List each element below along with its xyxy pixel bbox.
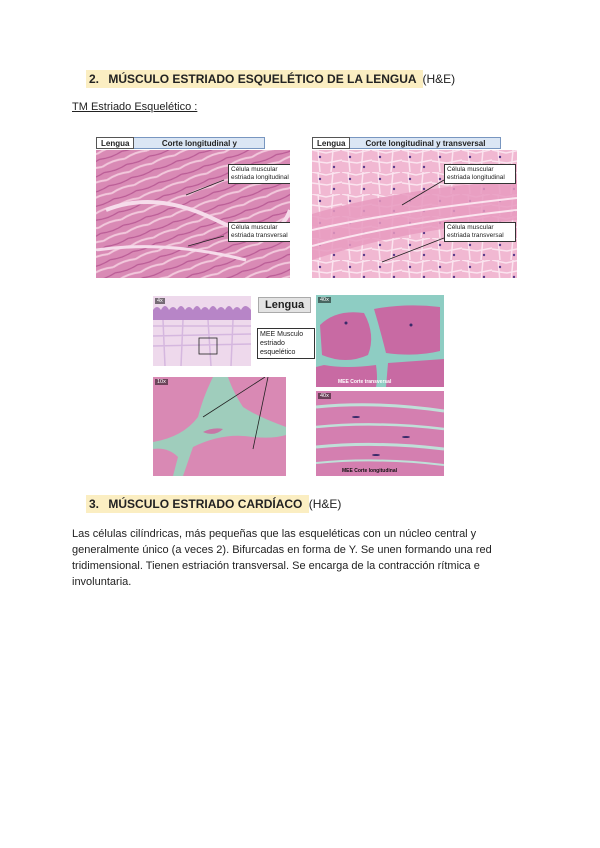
tab-lengua: Lengua (312, 137, 350, 149)
callout-longitudinal: Célula muscular estriada longitudinal (444, 164, 516, 184)
tissue-image-4x (153, 296, 251, 366)
section-2-suffix: (H&E) (422, 72, 456, 86)
callout-transversal: Célula muscular estriada transversal (228, 222, 290, 242)
section-3-suffix: (H&E) (308, 497, 342, 511)
label-10x: 10x (157, 379, 166, 385)
tab-bar-top-right (312, 137, 501, 149)
subtitle: TM Estriado Esquelético : (72, 101, 198, 113)
caption-longitudinal: MEE Corte longitudinal (342, 468, 397, 474)
figure-title-lengua: Lengua (258, 297, 311, 313)
tab-corte: Corte longitudinal y transversal (350, 137, 501, 149)
callout-transversal: Célula muscular estriada transversal (444, 222, 516, 242)
callout-longitudinal: Célula muscular estriada longitudinal (228, 164, 290, 184)
section-3-title: MÚSCULO ESTRIADO CARDÍACO (108, 497, 303, 511)
tissue-image-top-left (96, 150, 290, 278)
tab-bar-top-left (96, 137, 265, 149)
tab-corte: Corte longitudinal y (134, 137, 265, 149)
section-2-title: MÚSCULO ESTRIADO ESQUELÉTICO DE LA LENGUA (108, 72, 417, 86)
section-2-heading (86, 72, 455, 86)
section-3-paragraph: Las células cilíndricas, más pequeñas que las esqueléticas con un núcleo central y generalmente único (a veces 2). Bifurcadas en forma de Y. Se unen formando una red tridimensional. Tienen estriación transversal. Se encarga de la contracción rítmica e involuntaria. (72, 528, 492, 588)
section-3-heading (86, 497, 341, 511)
tissue-image-40x-transversal (316, 295, 444, 387)
label-4x: 4x (157, 298, 163, 304)
tissue-image-top-right (312, 150, 517, 278)
callout-mee: MEE Musculo estriado esquelético (257, 328, 315, 359)
tab-lengua: Lengua (96, 137, 134, 149)
label-40x-b: 40x (320, 393, 329, 399)
section-2-number: 2. (89, 72, 100, 86)
label-40x-a: 40x (320, 297, 329, 303)
caption-transversal: MEE Corte transversal (338, 379, 392, 385)
tissue-image-10x (153, 377, 286, 476)
section-3-number: 3. (89, 497, 100, 511)
tissue-image-40x-longitudinal (316, 391, 444, 476)
